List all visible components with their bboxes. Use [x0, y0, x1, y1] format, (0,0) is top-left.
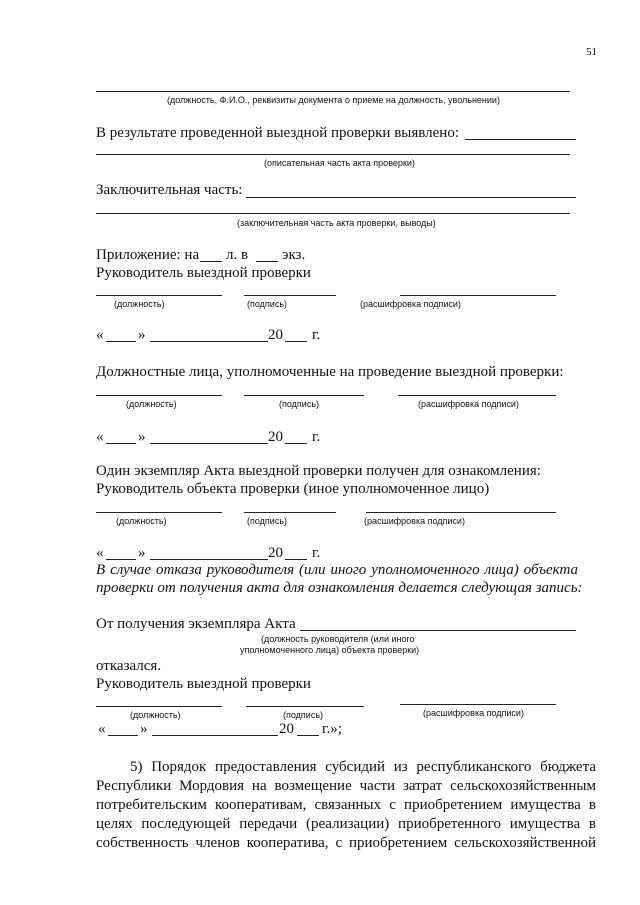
receipt-text-line2: Руководитель объекта проверки (иное уполномоченное лицо)	[96, 481, 490, 497]
caption-conclusion: (заключительная часть акта проверки, выводы)	[237, 218, 436, 228]
paragraph-5-line2: Республики Мордовия на возмещение части затрат сельскохозяйственным	[96, 778, 596, 794]
officials-label: Должностные лица, уполномоченные на проведение выездной проверки:	[96, 364, 564, 380]
caption-position: (должность)	[130, 710, 181, 720]
underline-blank[interactable]	[106, 443, 136, 444]
caption-head-position-1: (должность руководителя (или иного	[261, 634, 415, 644]
date-close-quote: »	[138, 429, 146, 445]
paragraph-5-line5: собственность членов кооператива, с приобретением сельскохозяйственной	[96, 835, 596, 851]
paragraph-5-line1: 5) Порядок предоставления субсидий из республиканского бюджета	[130, 759, 596, 775]
date-open-quote: «	[96, 429, 104, 445]
date-year-prefix: 20	[268, 327, 283, 343]
caption-signature-decode: (расшифровка подписи)	[360, 299, 461, 309]
underline-blank[interactable]	[106, 559, 136, 560]
underline-blank[interactable]	[285, 559, 307, 560]
refusal-note-line1: В случае отказа руководителя (или иного уполномоченного лица) объекта	[96, 562, 578, 578]
date-open-quote: «	[96, 327, 104, 343]
caption-signature-decode: (расшифровка подписи)	[423, 708, 524, 718]
underline-blank[interactable]	[244, 512, 336, 513]
caption-signature: (подпись)	[247, 299, 288, 309]
attachment-label: Приложение: на	[96, 247, 200, 263]
underline-blank[interactable]	[244, 295, 336, 296]
caption-signature-decode: (расшифровка подписи)	[418, 399, 519, 409]
refused-text: отказался.	[96, 658, 162, 674]
underline-blank[interactable]	[96, 91, 570, 92]
underline-blank[interactable]	[465, 139, 576, 140]
conclusion-label: Заключительная часть:	[96, 182, 243, 198]
underline-blank[interactable]	[297, 735, 319, 736]
caption-head-position-2: уполномоченного лица) объекта проверки)	[240, 645, 420, 655]
attachment-copies: экз.	[282, 247, 306, 263]
date-year-suffix: г.»;	[322, 721, 342, 737]
underline-blank[interactable]	[96, 154, 570, 155]
attachment-sheets: л. в	[226, 247, 249, 263]
underline-blank[interactable]	[96, 512, 222, 513]
underline-blank[interactable]	[150, 559, 268, 560]
page-number: 51	[586, 46, 597, 58]
underline-blank[interactable]	[246, 706, 364, 707]
date-open-quote: «	[96, 545, 104, 561]
caption-position: (должность)	[116, 516, 167, 526]
paragraph-5-line4: целях последующей передачи (реализации) приобретенного имущества в	[96, 816, 596, 832]
paragraph-5-line3: потребительским кооперативам, связанных с приобретением имущества в	[96, 797, 596, 813]
underline-blank[interactable]	[285, 443, 307, 444]
from-receiving-label: От получения экземпляра Акта	[96, 616, 296, 632]
underline-blank[interactable]	[152, 735, 278, 736]
underline-blank[interactable]	[150, 443, 268, 444]
underline-blank[interactable]	[96, 706, 222, 707]
caption-descriptive: (описательная часть акта проверки)	[264, 158, 415, 168]
underline-blank[interactable]	[300, 630, 576, 631]
date-year-suffix: г.	[312, 429, 321, 445]
underline-blank[interactable]	[244, 395, 364, 396]
underline-blank[interactable]	[96, 395, 222, 396]
underline-blank[interactable]	[96, 213, 570, 214]
underline-blank[interactable]	[400, 295, 556, 296]
underline-blank[interactable]	[366, 512, 556, 513]
caption-position: (должность)	[126, 399, 177, 409]
date-year-prefix: 20	[268, 429, 283, 445]
date-open-quote: «	[98, 721, 106, 737]
caption-signature-decode: (расшифровка подписи)	[364, 516, 465, 526]
caption-position: (должность)	[114, 299, 165, 309]
caption-signature: (подпись)	[283, 710, 324, 720]
caption-signature: (подпись)	[247, 516, 288, 526]
underline-blank[interactable]	[106, 341, 136, 342]
date-close-quote: »	[140, 721, 148, 737]
date-year-prefix: 20	[268, 545, 283, 561]
head-of-inspection-label: Руководитель выездной проверки	[96, 265, 311, 281]
caption-position-fio: (должность, Ф.И.О., реквизиты документа о приеме на должность, увольнении)	[167, 95, 500, 105]
underline-blank[interactable]	[256, 261, 278, 262]
date-year-suffix: г.	[312, 545, 321, 561]
underline-blank[interactable]	[200, 261, 222, 262]
underline-blank[interactable]	[285, 341, 307, 342]
underline-blank[interactable]	[400, 704, 556, 705]
underline-blank[interactable]	[108, 735, 138, 736]
underline-blank[interactable]	[96, 295, 222, 296]
head-of-inspection-label: Руководитель выездной проверки	[96, 676, 311, 692]
refusal-note-line2: проверки от получения акта для ознакомления делается следующая запись:	[96, 580, 583, 596]
date-year-suffix: г.	[312, 327, 321, 343]
underline-blank[interactable]	[150, 341, 268, 342]
underline-blank[interactable]	[246, 197, 576, 198]
date-close-quote: »	[138, 327, 146, 343]
inspection-result-text: В результате проведенной выездной проверки выявлено:	[96, 125, 459, 141]
caption-signature: (подпись)	[279, 399, 320, 409]
underline-blank[interactable]	[398, 395, 556, 396]
date-close-quote: »	[138, 545, 146, 561]
date-year-prefix: 20	[279, 721, 294, 737]
receipt-text-line1: Один экземпляр Акта выездной проверки получен для ознакомления:	[96, 463, 541, 479]
